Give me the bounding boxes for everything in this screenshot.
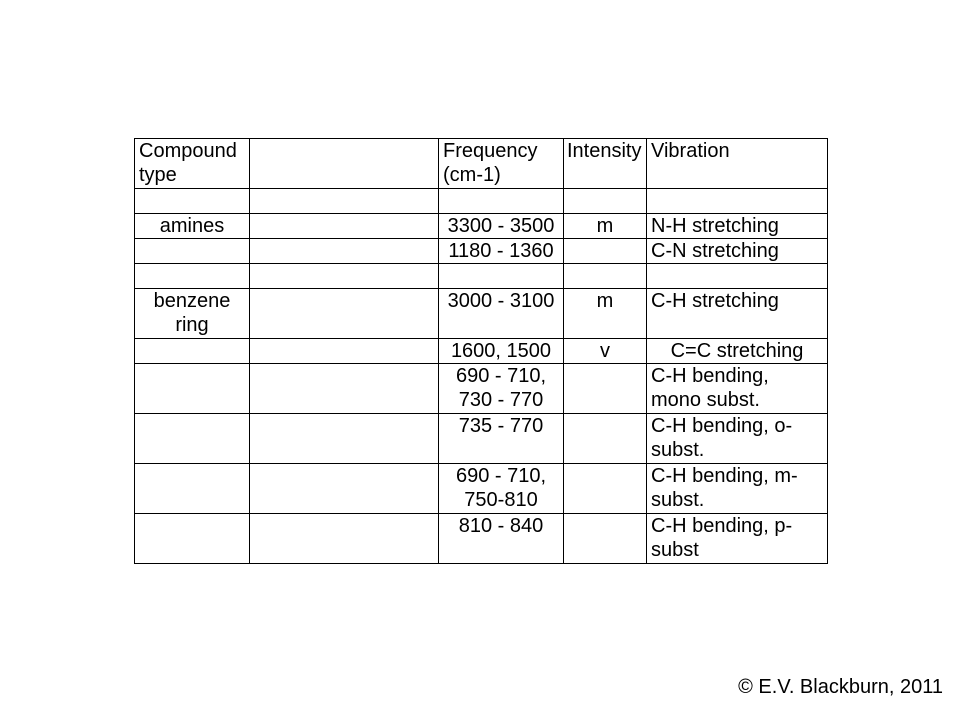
cell-blank bbox=[250, 239, 439, 264]
cell-blank bbox=[250, 289, 439, 339]
table-row bbox=[135, 189, 828, 214]
cell-vibration: C-H bending, o- subst. bbox=[647, 414, 828, 464]
cell-intensity: m bbox=[564, 214, 647, 239]
cell-intensity bbox=[564, 189, 647, 214]
cell-intensity bbox=[564, 414, 647, 464]
cell-intensity bbox=[564, 264, 647, 289]
cell-blank bbox=[250, 189, 439, 214]
cell-intensity bbox=[564, 464, 647, 514]
cell-vibration: C=C stretching bbox=[647, 339, 828, 364]
cell-vibration bbox=[647, 264, 828, 289]
table-row bbox=[135, 414, 828, 464]
cell-vibration: C-H stretching bbox=[647, 289, 828, 339]
table-row bbox=[135, 289, 828, 339]
cell-blank bbox=[250, 364, 439, 414]
header-frequency: Frequency (cm-1) bbox=[439, 139, 564, 189]
cell-vibration: N-H stretching bbox=[647, 214, 828, 239]
table-row bbox=[135, 214, 828, 239]
cell-compound: amines bbox=[135, 214, 250, 239]
cell-compound bbox=[135, 239, 250, 264]
cell-blank bbox=[250, 464, 439, 514]
table-row bbox=[135, 264, 828, 289]
cell-frequency: 1180 - 1360 bbox=[439, 239, 564, 264]
cell-intensity bbox=[564, 239, 647, 264]
table-header-row bbox=[135, 139, 828, 189]
cell-frequency: 810 - 840 bbox=[439, 514, 564, 564]
table-row bbox=[135, 514, 828, 564]
table-row bbox=[135, 464, 828, 514]
cell-blank bbox=[250, 264, 439, 289]
cell-frequency: 3000 - 3100 bbox=[439, 289, 564, 339]
cell-vibration: C-H bending, mono subst. bbox=[647, 364, 828, 414]
ir-frequency-table bbox=[134, 138, 828, 564]
cell-vibration: C-H bending, m- subst. bbox=[647, 464, 828, 514]
cell-frequency: 3300 - 3500 bbox=[439, 214, 564, 239]
cell-vibration: C-N stretching bbox=[647, 239, 828, 264]
cell-compound bbox=[135, 264, 250, 289]
table-row bbox=[135, 339, 828, 364]
cell-compound: benzene ring bbox=[135, 289, 250, 339]
cell-intensity bbox=[564, 514, 647, 564]
cell-intensity bbox=[564, 364, 647, 414]
cell-compound bbox=[135, 364, 250, 414]
cell-compound bbox=[135, 414, 250, 464]
table-row bbox=[135, 239, 828, 264]
cell-blank bbox=[250, 414, 439, 464]
cell-frequency bbox=[439, 264, 564, 289]
cell-compound bbox=[135, 464, 250, 514]
cell-blank bbox=[250, 214, 439, 239]
cell-compound bbox=[135, 189, 250, 214]
header-intensity: Intensity bbox=[564, 139, 647, 189]
header-blank-cell bbox=[250, 139, 439, 189]
cell-frequency bbox=[439, 189, 564, 214]
cell-vibration bbox=[647, 189, 828, 214]
copyright-notice: © E.V. Blackburn, 2011 bbox=[738, 676, 943, 698]
cell-intensity: v bbox=[564, 339, 647, 364]
cell-vibration: C-H bending, p- subst bbox=[647, 514, 828, 564]
cell-compound bbox=[135, 339, 250, 364]
cell-intensity: m bbox=[564, 289, 647, 339]
cell-compound bbox=[135, 514, 250, 564]
cell-frequency: 690 - 710, 730 - 770 bbox=[439, 364, 564, 414]
cell-blank bbox=[250, 339, 439, 364]
cell-frequency: 690 - 710, 750-810 bbox=[439, 464, 564, 514]
header-compound-type: Compound type bbox=[135, 139, 250, 189]
table-row bbox=[135, 364, 828, 414]
cell-frequency: 1600, 1500 bbox=[439, 339, 564, 364]
cell-blank bbox=[250, 514, 439, 564]
cell-frequency: 735 - 770 bbox=[439, 414, 564, 464]
header-vibration: Vibration bbox=[647, 139, 828, 189]
